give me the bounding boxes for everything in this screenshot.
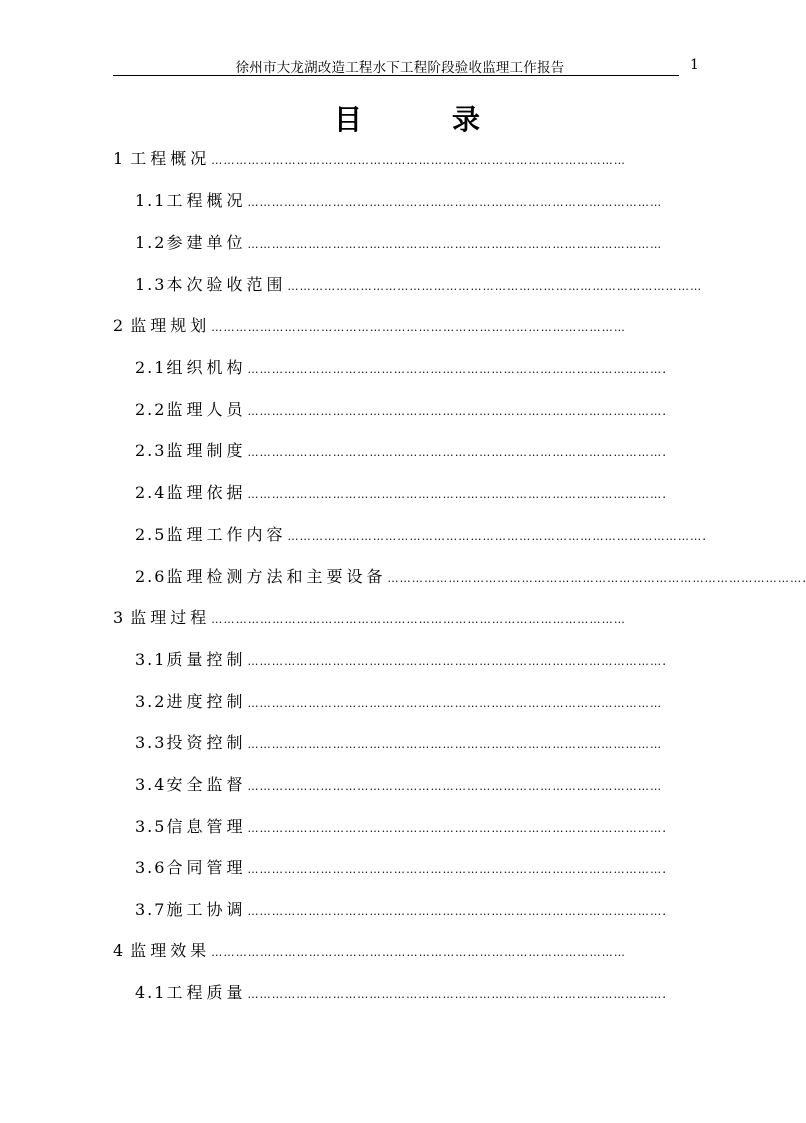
dot-leader: ………………………………………………………………………………………… bbox=[247, 488, 663, 501]
entry-number: 2.5 bbox=[135, 525, 167, 544]
dot-leader: ………………………………………………………………………………………… bbox=[287, 530, 703, 543]
toc-entry-3-3[interactable] bbox=[135, 730, 663, 754]
entry-label: 监理检测方法和主要设备 bbox=[166, 567, 387, 586]
toc-entry-1-1[interactable] bbox=[135, 188, 663, 212]
entry-label: 本次验收范围 bbox=[166, 275, 287, 294]
entry-number: 3.4 bbox=[135, 775, 167, 794]
dot-leader: ………………………………………………………………………………………… bbox=[247, 405, 663, 418]
toc-entry-2-5[interactable] bbox=[135, 522, 707, 546]
document-title: 徐州市大龙湖改造工程水下工程阶段验收监理工作报告 bbox=[235, 60, 565, 76]
dot-leader: ………………………………………………………………………………………… bbox=[247, 196, 663, 209]
entry-number: 1.1 bbox=[135, 191, 167, 210]
entry-number: 4 bbox=[113, 941, 126, 960]
dot-leader: ………………………………………………………………………………………… bbox=[211, 154, 627, 167]
entry-number: 3.7 bbox=[135, 900, 167, 919]
dot-leader: ………………………………………………………………………………………… bbox=[247, 905, 663, 918]
entry-tail: . bbox=[702, 529, 707, 543]
entry-label: 投资控制 bbox=[166, 733, 247, 752]
toc-entry-4[interactable] bbox=[113, 938, 627, 962]
toc-title-char-2: 录 bbox=[452, 103, 481, 136]
entry-label: 合同管理 bbox=[166, 858, 247, 877]
entry-number: 1 bbox=[113, 149, 126, 168]
toc-title-char-1: 目 bbox=[334, 103, 363, 136]
toc-entry-3-1[interactable] bbox=[135, 647, 667, 671]
entry-tail: . bbox=[662, 987, 667, 1001]
toc-entry-3-6[interactable] bbox=[135, 855, 667, 879]
entry-tail: . bbox=[662, 404, 667, 418]
entry-label: 组织机构 bbox=[166, 358, 247, 377]
dot-leader: ………………………………………………………………………………………… bbox=[247, 238, 663, 251]
entry-label: 监理人员 bbox=[166, 400, 247, 419]
entry-label: 监理过程 bbox=[130, 608, 211, 627]
entry-number: 2 bbox=[113, 316, 126, 335]
toc-entry-3[interactable] bbox=[113, 605, 627, 629]
toc-entry-2-2[interactable] bbox=[135, 397, 667, 421]
toc-entry-2-6[interactable] bbox=[135, 564, 806, 588]
dot-leader: ………………………………………………………………………………………… bbox=[247, 697, 663, 710]
entry-label: 工程概况 bbox=[166, 191, 247, 210]
toc-entry-3-2[interactable] bbox=[135, 689, 663, 713]
entry-label: 监理规划 bbox=[130, 316, 211, 335]
entry-number: 3.3 bbox=[135, 733, 167, 752]
entry-label: 监理效果 bbox=[130, 941, 211, 960]
toc-entry-4-1[interactable] bbox=[135, 980, 667, 1004]
entry-number: 3.5 bbox=[135, 817, 167, 836]
entry-tail: . bbox=[662, 445, 667, 459]
dot-leader: ………………………………………………………………………………………… bbox=[247, 363, 663, 376]
entry-number: 1.3 bbox=[135, 275, 167, 294]
entry-tail: . bbox=[662, 654, 667, 668]
toc-entry-2-4[interactable] bbox=[135, 480, 667, 504]
entry-label: 信息管理 bbox=[166, 817, 247, 836]
toc-entry-3-5[interactable] bbox=[135, 814, 667, 838]
entry-label: 工程概况 bbox=[130, 149, 211, 168]
dot-leader: ………………………………………………………………………………………… bbox=[211, 613, 627, 626]
entry-number: 2.6 bbox=[135, 567, 167, 586]
entry-number: 2.2 bbox=[135, 400, 167, 419]
entry-tail: . bbox=[802, 571, 806, 585]
entry-label: 监理依据 bbox=[166, 483, 247, 502]
dot-leader: ………………………………………………………………………………………… bbox=[287, 280, 703, 293]
page-number: 1 bbox=[690, 57, 699, 73]
toc-entry-2-1[interactable] bbox=[135, 355, 667, 379]
dot-leader: ………………………………………………………………………………………… bbox=[247, 446, 663, 459]
entry-number: 3.2 bbox=[135, 692, 167, 711]
dot-leader: ………………………………………………………………………………………… bbox=[211, 321, 627, 334]
entry-label: 参建单位 bbox=[166, 233, 247, 252]
entry-tail: . bbox=[662, 821, 667, 835]
entry-number: 4.1 bbox=[135, 983, 167, 1002]
entry-number: 3 bbox=[113, 608, 126, 627]
entry-tail: . bbox=[662, 487, 667, 501]
dot-leader: ………………………………………………………………………………………… bbox=[211, 946, 627, 959]
entry-label: 质量控制 bbox=[166, 650, 247, 669]
toc-entry-2[interactable] bbox=[113, 313, 627, 337]
dot-leader: ………………………………………………………………………………………… bbox=[247, 988, 663, 1001]
dot-leader: ………………………………………………………………………………………… bbox=[247, 822, 663, 835]
entry-label: 安全监督 bbox=[166, 775, 247, 794]
entry-tail: . bbox=[662, 862, 667, 876]
toc-entry-3-7[interactable] bbox=[135, 897, 667, 921]
toc-entry-1-2[interactable] bbox=[135, 230, 663, 254]
dot-leader: ………………………………………………………………………………………… bbox=[247, 655, 663, 668]
entry-label: 工程质量 bbox=[166, 983, 247, 1002]
entry-number: 2.1 bbox=[135, 358, 167, 377]
entry-number: 3.1 bbox=[135, 650, 167, 669]
dot-leader: ………………………………………………………………………………………… bbox=[247, 780, 663, 793]
entry-tail: . bbox=[662, 904, 667, 918]
entry-label: 进度控制 bbox=[166, 692, 247, 711]
toc-entry-1-3[interactable] bbox=[135, 272, 703, 296]
entry-number: 1.2 bbox=[135, 233, 167, 252]
entry-label: 施工协调 bbox=[166, 900, 247, 919]
dot-leader: ………………………………………………………………………………………… bbox=[247, 738, 663, 751]
dot-leader: ………………………………………………………………………………………… bbox=[247, 863, 663, 876]
entry-number: 2.4 bbox=[135, 483, 167, 502]
toc-entry-3-4[interactable] bbox=[135, 772, 663, 796]
entry-label: 监理工作内容 bbox=[166, 525, 287, 544]
entry-label: 监理制度 bbox=[166, 441, 247, 460]
toc-entry-2-3[interactable] bbox=[135, 438, 667, 462]
entry-number: 2.3 bbox=[135, 441, 167, 460]
entry-tail: . bbox=[662, 362, 667, 376]
toc-entry-1[interactable] bbox=[113, 146, 627, 170]
entry-number: 3.6 bbox=[135, 858, 167, 877]
dot-leader: ………………………………………………………………………………………… bbox=[387, 572, 803, 585]
